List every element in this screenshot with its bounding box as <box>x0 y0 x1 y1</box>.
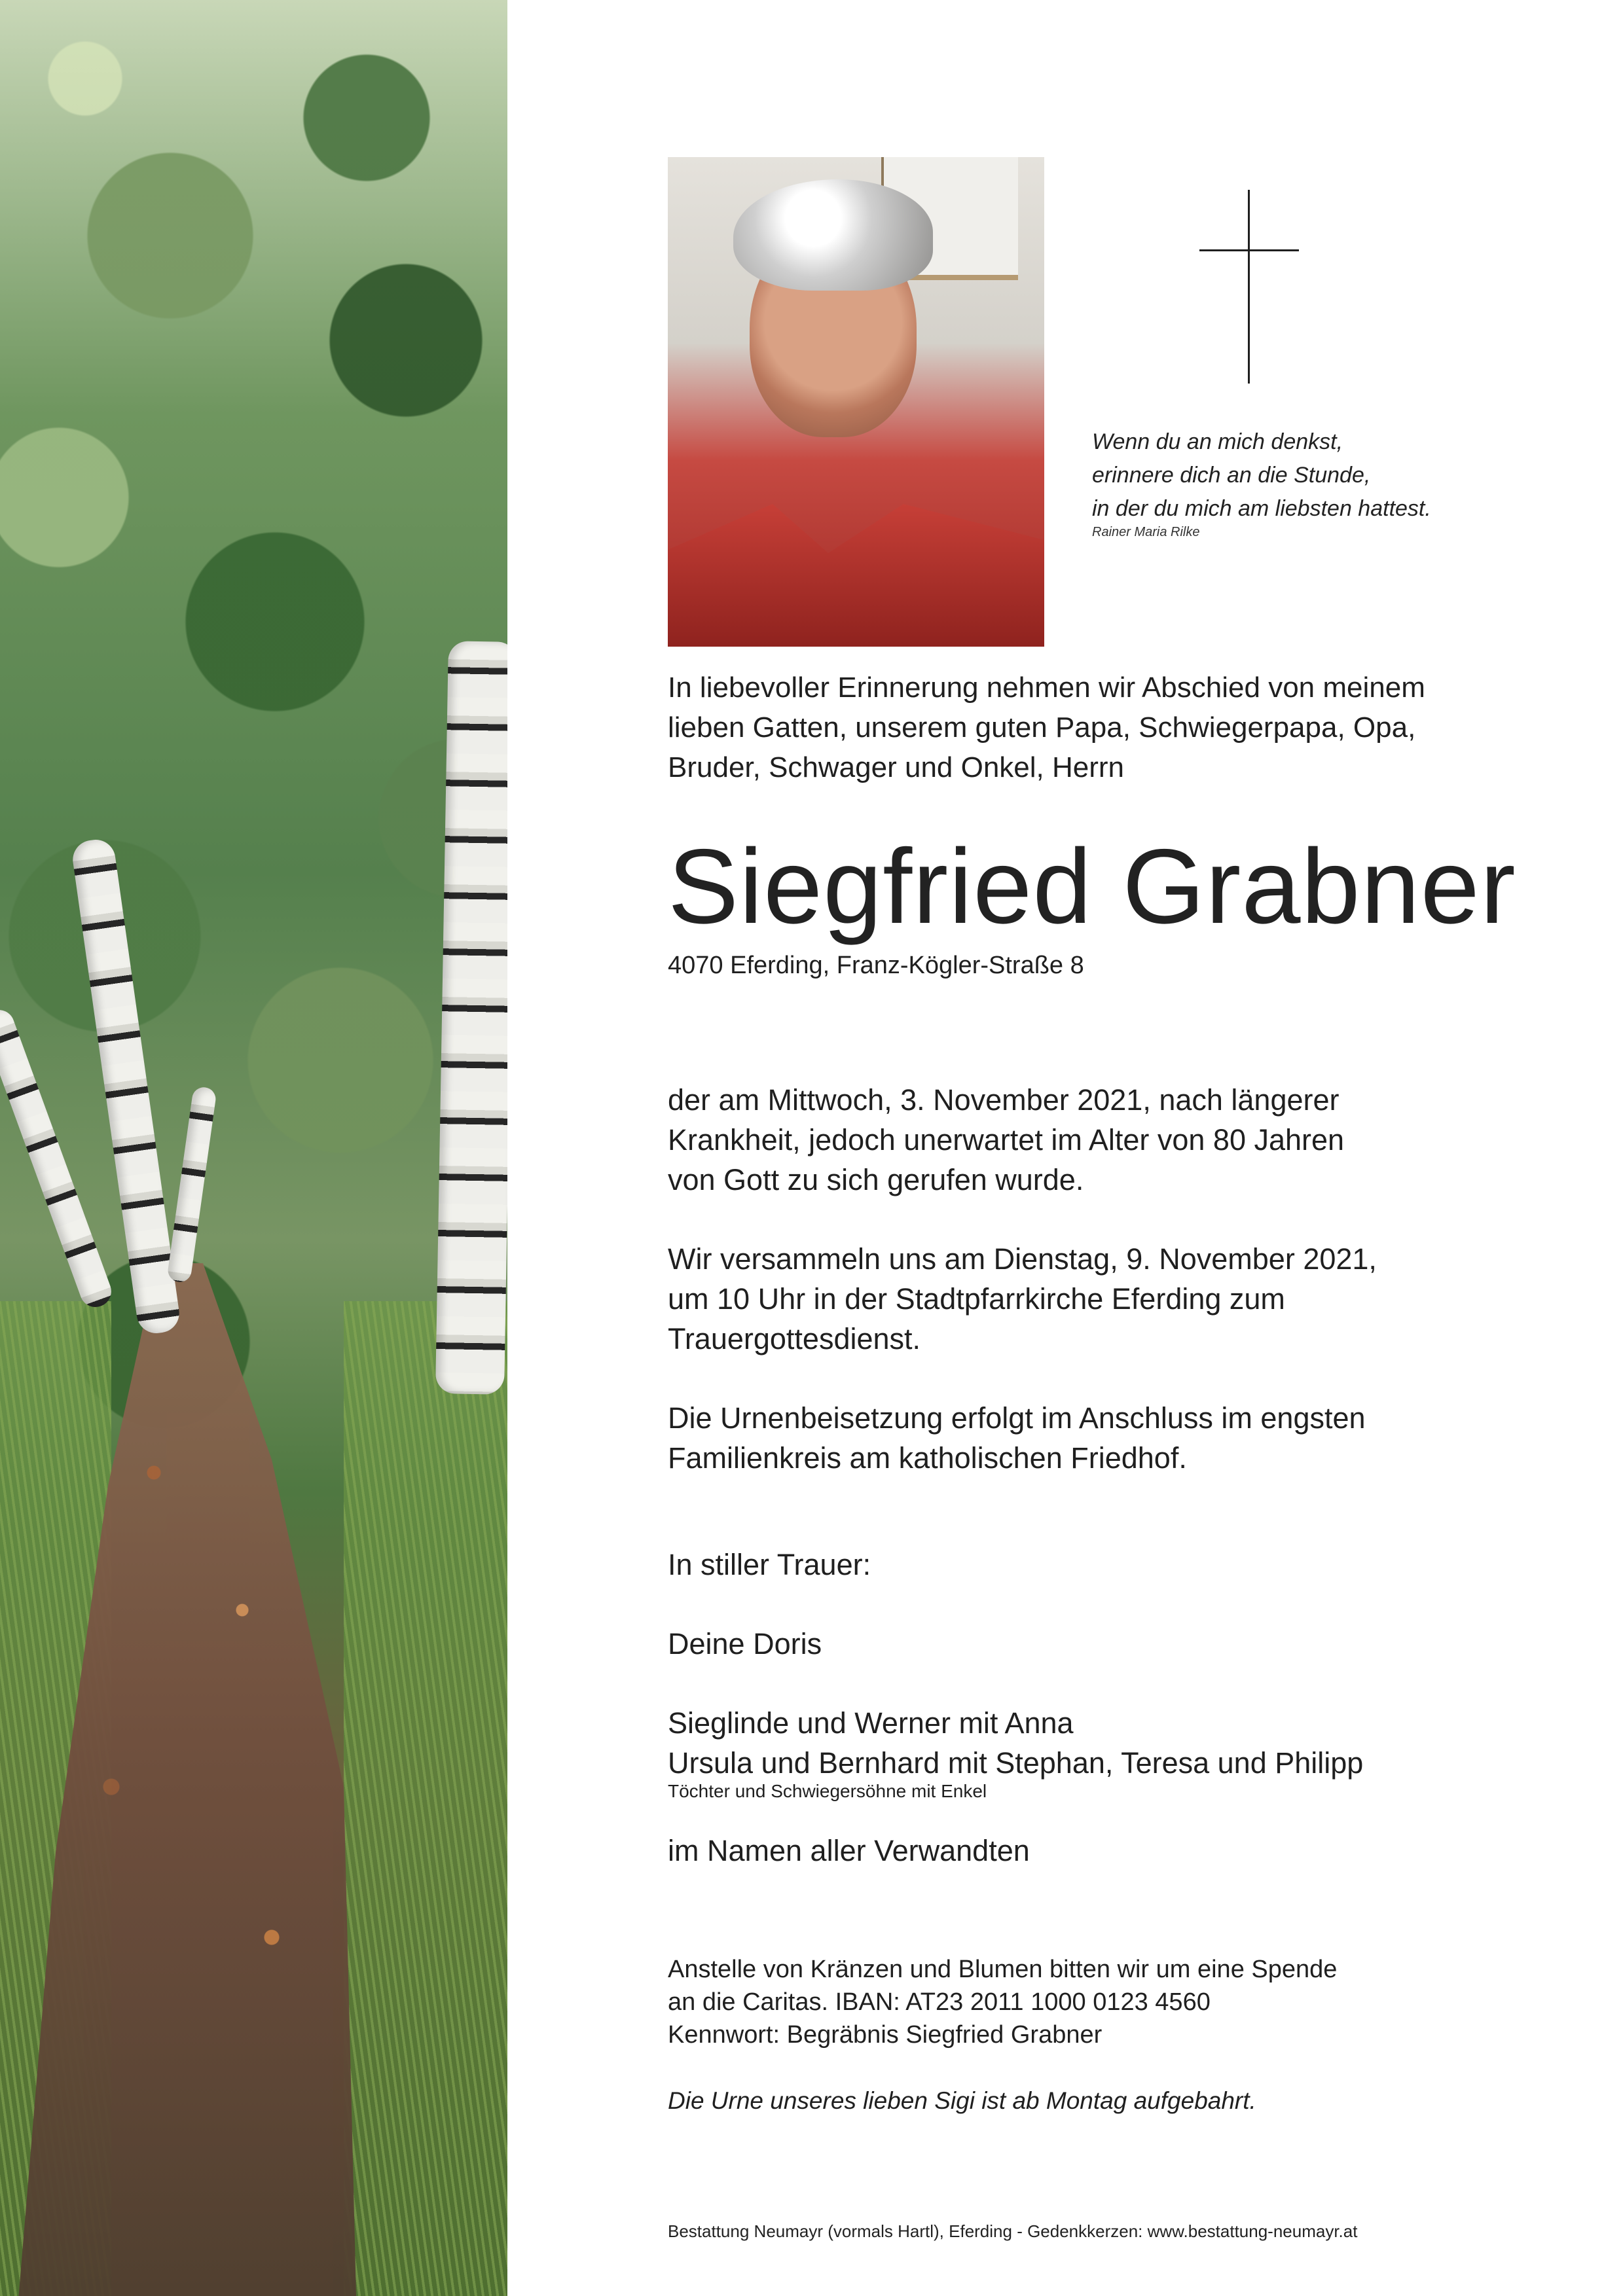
donation-line: Kennwort: Begräbnis Siegfried Grabner <box>668 2021 1103 2049</box>
birch-trunk <box>166 1086 217 1283</box>
service-line: um 10 Uhr in der Stadtpfarrkirche Eferding zum <box>668 1282 1285 1316</box>
burial-paragraph <box>668 1398 1519 1478</box>
burial-line: Familienkreis am katholischen Friedhof. <box>668 1441 1187 1475</box>
spacer <box>668 1664 1519 1703</box>
portrait-photo <box>668 157 1044 647</box>
spouse-name: Deine Doris <box>668 1627 822 1660</box>
quote-line: Wenn du an mich denkst, <box>1092 429 1343 454</box>
cross-horizontal-line <box>1199 249 1299 251</box>
mourners-section <box>668 1545 1519 1871</box>
donation-line: Anstelle von Kränzen und Blumen bitten wir um eine Spende <box>668 1956 1338 1983</box>
right-grass <box>344 1301 507 2296</box>
cross-icon <box>1199 190 1299 384</box>
forest-path-image <box>0 0 507 2296</box>
service-line: Wir versammeln uns am Dienstag, 9. November 2021, <box>668 1242 1377 1276</box>
urn-notice: Die Urne unseres lieben Sigi ist ab Montag aufgebahrt. <box>668 2087 1256 2114</box>
birch-trunk <box>0 1005 116 1311</box>
spacer <box>668 1585 1519 1624</box>
spacer <box>668 1803 1519 1831</box>
intro-line: Bruder, Schwager und Onkel, Herrn <box>668 751 1125 783</box>
service-line: Trauergottesdienst. <box>668 1322 921 1355</box>
burial-line: Die Urnenbeisetzung erfolgt im Anschluss im engsten <box>668 1401 1366 1435</box>
funeral-home-footer: Bestattung Neumayr (vormals Hartl), Eferding - Gedenkkerzen: www.bestattung-neumayr.at <box>668 2221 1358 2241</box>
quote-line: in der du mich am liebsten hattest. <box>1092 496 1431 521</box>
donation-text <box>668 1953 1519 2051</box>
deceased-name: Siegfried Grabner <box>668 827 1516 946</box>
service-paragraph <box>668 1239 1519 1359</box>
deceased-address: 4070 Eferding, Franz-Kögler-Straße 8 <box>668 952 1084 979</box>
death-line: der am Mittwoch, 3. November 2021, nach längerer <box>668 1083 1340 1117</box>
quote-line: erinnere dich an die Stunde, <box>1092 463 1371 488</box>
red-shirt <box>668 504 1044 647</box>
death-line: Krankheit, jedoch unerwartet im Alter von 80 Jahren <box>668 1123 1345 1157</box>
family-note: Töchter und Schwiegersöhne mit Enkel <box>668 1781 987 1801</box>
quote-author: Rainer Maria Rilke <box>1092 525 1200 539</box>
family-line: Sieglinde und Werner mit Anna <box>668 1706 1074 1740</box>
white-hair <box>733 179 933 291</box>
donation-line: an die Caritas. IBAN: AT23 2011 1000 0123 4560 <box>668 1988 1211 2016</box>
family-line: Ursula und Bernhard mit Stephan, Teresa und Philipp <box>668 1746 1364 1780</box>
death-line: von Gott zu sich gerufen wurde. <box>668 1163 1084 1196</box>
intro-line: lieben Gatten, unserem guten Papa, Schwiegerpapa, Opa, <box>668 711 1416 744</box>
intro-line: In liebevoller Erinnerung nehmen wir Abschied von meinem <box>668 672 1425 704</box>
announcement-text <box>668 1080 1519 1517</box>
birch-trunk <box>435 641 507 1395</box>
death-paragraph <box>668 1080 1519 1200</box>
cross-vertical-line <box>1248 190 1250 384</box>
mourners-heading: In stiller Trauer: <box>668 1548 871 1581</box>
intro-text <box>668 668 1519 787</box>
closing-line: im Namen aller Verwandten <box>668 1834 1030 1867</box>
rilke-quote <box>1092 425 1518 541</box>
